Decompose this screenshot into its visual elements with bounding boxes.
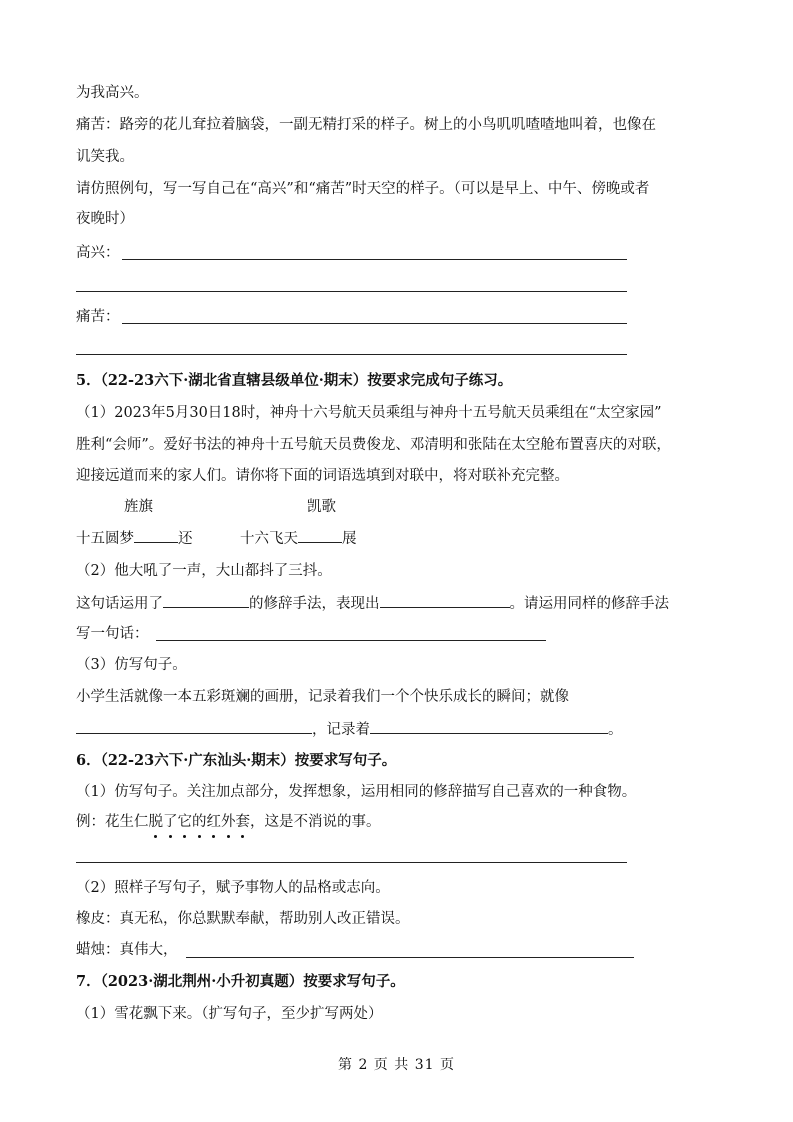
couplet-first-blank[interactable] xyxy=(134,528,178,543)
text-line: 痛苦：路旁的花儿耷拉着脑袋，一副无精打采的样子。树上的小鸟叽叽喳喳地叫着，也像在 xyxy=(76,117,656,133)
write-sentence-line[interactable] xyxy=(156,640,546,641)
text-line: 迎接远道而来的家人们。请你将下面的词语选填到对联中，将对联补充完整。 xyxy=(76,468,569,484)
text-line: （2）照样子写句子，赋予事物人的品格或志向。 xyxy=(76,880,390,896)
text-line: 讥笑我。 xyxy=(76,149,134,165)
text-line: 夜晚时） xyxy=(76,211,134,227)
question-5-title: 5．（22-23六下·湖北省直辖县级单位·期末）按要求完成句子练习。 xyxy=(76,372,513,389)
example-prefix: 例：花生仁 xyxy=(76,814,149,830)
text-line: 请仿照例句，写一写自己在“高兴”和“痛苦”时天空的样子。（可以是早上、中午、傍晚或者 xyxy=(76,181,650,197)
question-6-title: 6．（22-23六下·广东汕头·期末）按要求写句子。 xyxy=(76,752,397,769)
candle-label: 蜡烛：真伟大， xyxy=(76,942,178,958)
word-option-1: 旌旗 xyxy=(124,499,153,515)
text-line: （1）雪花飘下来。（扩写句子，至少扩写两处） xyxy=(76,1006,383,1022)
text-line: 橡皮：真无私，你总默默奉献，帮助别人改正错误。 xyxy=(76,911,410,927)
couplet-first xyxy=(76,528,193,549)
happy-answer-line[interactable] xyxy=(122,259,627,260)
imitate-blank-1[interactable] xyxy=(76,719,312,734)
pain-answer-line-2[interactable] xyxy=(76,354,627,355)
rhetoric-blank-2[interactable] xyxy=(380,593,510,608)
page-number: 第 2 页 共 31 页 xyxy=(338,1057,455,1073)
couplet-first-a: 十五圆梦 xyxy=(76,531,134,547)
imitate-b: 。 xyxy=(608,722,623,738)
rhetoric-c: 。请运用同样的修辞手法 xyxy=(509,596,669,612)
example-suffix: ，这是不消说的事。 xyxy=(250,814,381,830)
rhetoric-blank-1[interactable] xyxy=(163,593,249,608)
imitate-blank-2[interactable] xyxy=(370,719,608,734)
text-line: （1）仿写句子。关注加点部分，发挥想象，运用相同的修辞描写自己喜欢的一种食物。 xyxy=(76,784,637,800)
pain-label: 痛苦： xyxy=(76,309,120,325)
dotted-char: 脱 xyxy=(148,814,163,830)
rhetoric-line xyxy=(76,593,669,614)
food-answer-line[interactable] xyxy=(76,862,627,863)
pain-answer-line[interactable] xyxy=(122,323,627,324)
imitate-a: ，记录着 xyxy=(312,722,370,738)
text-line: 胜利“会师”。爱好书法的神舟十五号航天员费俊龙、邓清明和张陆在太空舱布置喜庆的对联， xyxy=(76,437,671,453)
couplet-second-b: 展 xyxy=(342,531,357,547)
happy-label: 高兴： xyxy=(76,245,120,261)
text-line: （2）他大吼了一声，大山都抖了三抖。 xyxy=(76,563,332,579)
rhetoric-b: 的修辞手法，表现出 xyxy=(249,596,380,612)
dotted-char: 红 xyxy=(206,814,221,830)
text-line: 为我高兴。 xyxy=(76,85,149,101)
example-line xyxy=(76,812,381,832)
couplet-second-blank[interactable] xyxy=(298,528,342,543)
text-line: （1）2023年5月30日18时，神舟十六号航天员乘组与神舟十五号航天员乘组在“太空家园” xyxy=(76,405,662,421)
write-sentence-label: 写一句话： xyxy=(76,626,149,642)
text-line: （3）仿写句子。 xyxy=(76,657,187,673)
couplet-first-b: 还 xyxy=(178,531,193,547)
dotted-char: 了 xyxy=(163,814,178,830)
happy-answer-line-2[interactable] xyxy=(76,291,627,292)
word-option-2: 凯歌 xyxy=(307,499,336,515)
text-line: 小学生活就像一本五彩斑斓的画册，记录着我们一个个快乐成长的瞬间；就像 xyxy=(76,689,569,705)
question-7-title: 7．（2023·湖北荆州·小升初真题）按要求写句子。 xyxy=(76,973,405,990)
dotted-char: 外 xyxy=(221,814,236,830)
dotted-char: 的 xyxy=(192,814,207,830)
dotted-char: 它 xyxy=(177,814,192,830)
candle-answer-line[interactable] xyxy=(186,957,634,958)
dotted-char: 套 xyxy=(235,814,250,830)
rhetoric-a: 这句话运用了 xyxy=(76,596,163,612)
couplet-second-a: 十六飞天 xyxy=(240,531,298,547)
couplet-second xyxy=(240,528,357,549)
imitate-line xyxy=(76,719,623,740)
